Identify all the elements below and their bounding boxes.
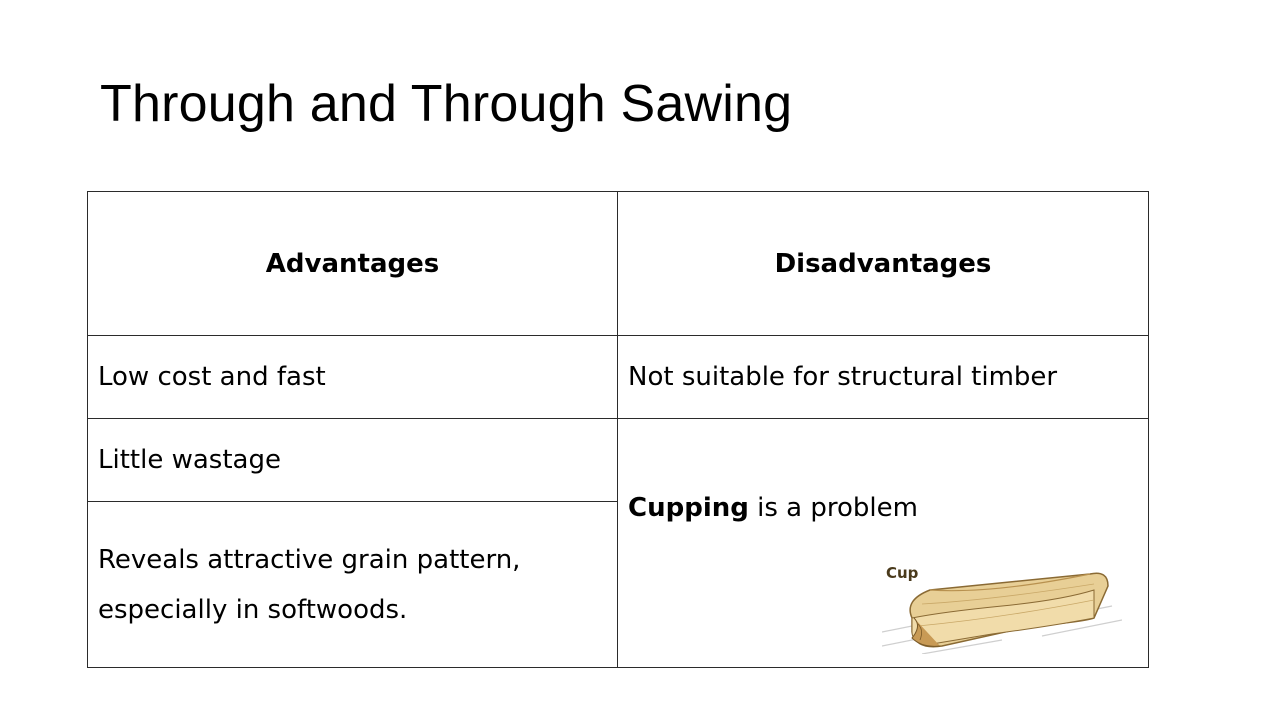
disadvantages-header: Disadvantages	[618, 192, 1149, 336]
advantage-cell: Low cost and fast	[88, 336, 618, 419]
cupping-statement	[628, 493, 918, 523]
disadvantage-cell: Not suitable for structural timber	[618, 336, 1149, 419]
slide-title: Through and Through Sawing	[100, 75, 793, 133]
cup-label: Cup	[886, 564, 919, 582]
advantage-cell: Reveals attractive grain pattern, especially in softwoods.	[88, 502, 618, 668]
advantages-disadvantages-table	[87, 191, 1149, 668]
table-row	[88, 336, 1149, 419]
cupping-rest: is a problem	[748, 493, 918, 523]
cup-figure	[882, 560, 1122, 654]
advantage-cell: Little wastage	[88, 419, 618, 502]
cupping-term: Cupping	[628, 493, 749, 523]
table-row	[88, 419, 1149, 502]
table-header-row	[88, 192, 1149, 336]
merged-disadvantage-cell	[618, 419, 1149, 668]
advantages-header: Advantages	[88, 192, 618, 336]
